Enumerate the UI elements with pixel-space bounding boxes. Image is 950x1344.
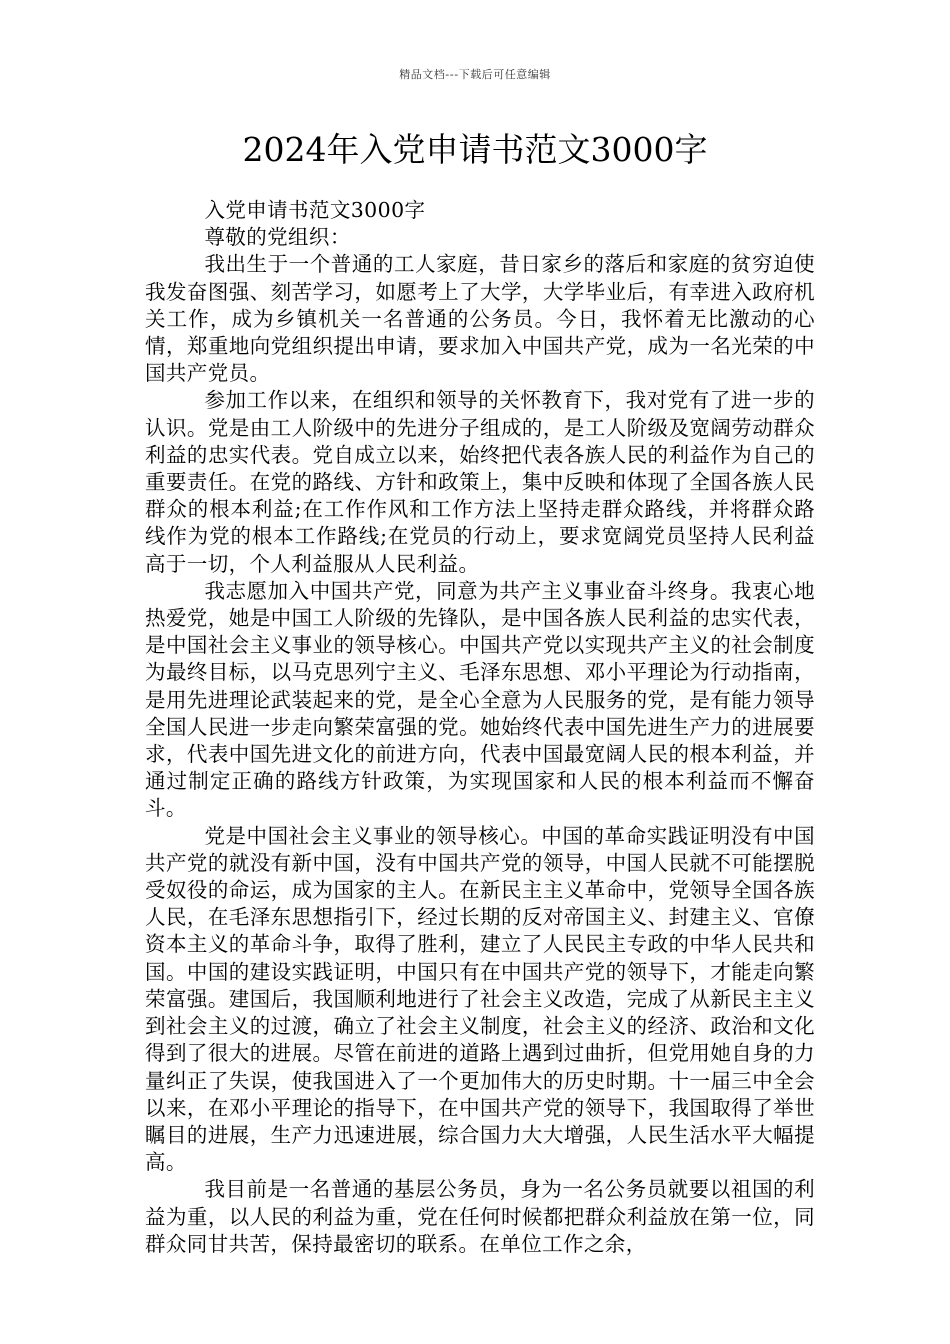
paragraph: 我志愿加入中国共产党，同意为共产主义事业奋斗终身。我衷心地热爱党，她是中国工人阶级的先锋队，是中国各族人民利益的忠实代表，是中国社会主义事业的领导核心。中国共产党以实现共产主义的社会制度为最终目标，以马克思列宁主义、毛泽东思想、邓小平理论为行动指南，是用先进理论武装起来的党，是全心全意为人民服务的党，是有能力领导全国人民进一步走向繁荣富强的党。她始终代表中国先进生产力的进展要求，代表中国先进文化的前进方向，代表中国最宽阔人民的根本利益，并通过制定正确的路线方针政策，为实现国家和人民的根本利益而不懈奋斗。 [145, 578, 815, 821]
paragraph: 党是中国社会主义事业的领导核心。中国的革命实践证明没有中国共产党的就没有新中国，没有中国共产党的领导，中国人民就不可能摆脱受奴役的命运，成为国家的主人。在新民主主义革命中，党领导全国各族人民，在毛泽东思想指引下，经过长期的反对帝国主义、封建主义、官僚资本主义的革命斗争，取得了胜利，建立了人民民主专政的中华人民共和国。中国的建设实践证明，中国只有在中国共产党的领导下，才能走向繁荣富强。建国后，我国顺利地进行了社会主义改造，完成了从新民主主义到社会主义的过渡，确立了社会主义制度，社会主义的经济、政治和文化得到了很大的进展。尽管在前进的道路上遇到过曲折，但党用她自身的力量纠正了失误，使我国进入了一个更加伟大的历史时期。十一届三中全会以来，在邓小平理论的指导下，在中国共产党的领导下，我国取得了举世瞩目的进展，生产力迅速进展，综合国力大大增强，人民生活水平大幅提高。 [145, 823, 815, 1175]
header-note: 精品文档---下载后可任意编辑 [399, 68, 551, 81]
subtitle-line: 入党申请书范文3000字 [204, 198, 426, 222]
paragraph: 我出生于一个普通的工人家庭，昔日家乡的落后和家庭的贫穷迫使我发奋图强、刻苦学习，如愿考上了大学，大学毕业后，有幸进入政府机关工作，成为乡镇机关一名普通的公务员。今日，我怀着无比激动的心情，郑重地向党组织提出申请，要求加入中国共产党，成为一名光荣的中国共产党员。 [145, 252, 815, 386]
salutation: 尊敬的党组织： [204, 225, 351, 250]
document-body [145, 197, 815, 1258]
page-title: 2024年入党申请书范文3000字 [242, 130, 708, 169]
paragraph: 我目前是一名普通的基层公务员，身为一名公务员就要以祖国的利益为重，以人民的利益为重，党在任何时候都把群众利益放在第一位，同群众同甘共苦，保持最密切的联系。在单位工作之余， [145, 1177, 815, 1256]
paragraph: 参加工作以来，在组织和领导的关怀教育下，我对党有了进一步的认识。党是由工人阶级中的先进分子组成的，是工人阶级及宽阔劳动群众利益的忠实代表。党自成立以来，始终把代表各族人民的利益作为自己的重要责任。在党的路线、方针和政策上，集中反映和体现了全国各族人民群众的根本利益;在工作作风和工作方法上坚持走群众路线，并将群众路线作为党的根本工作路线;在党员的行动上，要求宽阔党员坚持人民利益高于一切，个人利益服从人民利益。 [145, 388, 815, 576]
